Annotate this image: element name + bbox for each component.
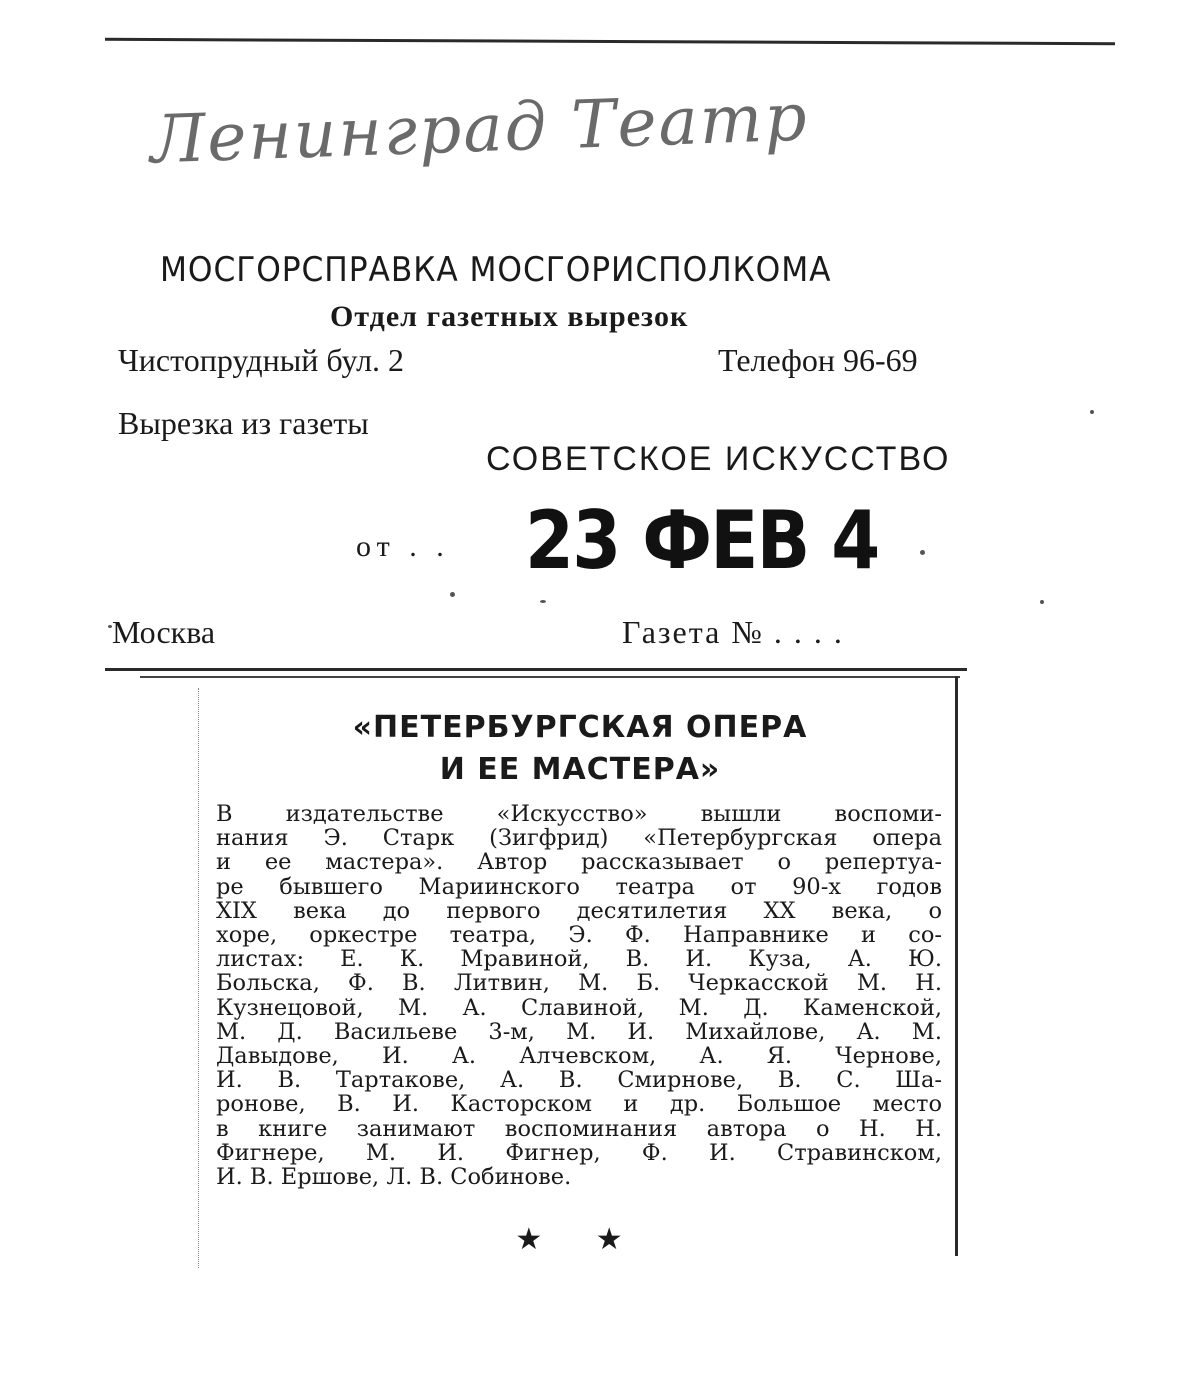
scan-speck (920, 550, 925, 555)
article-headline-line1: «ПЕТЕРБУРГСКАЯ ОПЕРА (352, 710, 808, 745)
top-rule (105, 38, 1115, 45)
article-line: Давыдове, И. А. Алчевском, А. Я. Чернове, (216, 1044, 942, 1069)
scan-speck (450, 592, 455, 597)
article-line: ре бывшего Мариинского театра от 90-х годов (216, 874, 942, 899)
article-line: нания Э. Старк (Зигфрид) «Петербургская опера (216, 826, 942, 851)
article-line: ронове, В. И. Касторском и др. Большое место (216, 1092, 942, 1117)
org-title: МОСГОРСПРАВКА МОСГОРИСПОЛКОМА (160, 250, 832, 290)
article-line: Фигнере, М. И. Фигнер, Ф. И. Стравинском, (216, 1140, 942, 1166)
article-line: В издательстве «Искусство» вышли воспоми- (216, 802, 942, 827)
city: Москва (112, 614, 216, 650)
scan-speck (108, 625, 112, 628)
article-line: Больска, Ф. В. Литвин, М. Б. Черкасской М. Н. (216, 971, 942, 996)
handwritten-note: Ленинград Театр (148, 78, 810, 179)
article-line: М. Д. Васильеве 3-м, М. И. Михайлове, А. М. (216, 1019, 942, 1045)
scan-speck (1040, 600, 1044, 604)
article-line: XIX века до первого десятилетия XX века, о (216, 898, 942, 924)
scan-speck (1090, 410, 1094, 414)
article-body (216, 802, 942, 1189)
phone: Телефон 96-69 (718, 342, 918, 378)
address: Чистопрудный бул. 2 (118, 342, 405, 378)
newspaper-name: СОВЕТСКОЕ ИСКУССТВО (486, 440, 951, 478)
header-bottom-rule-2 (140, 676, 960, 678)
gazette-number-label: Газета № . . . . (622, 614, 844, 650)
divider-stars: ★ ★ (515, 1222, 645, 1257)
article-line: И. В. Тартакове, А. В. Смирнове, В. С. Ша- (216, 1068, 942, 1093)
article-line: И. В. Ершове, Л. В. Собинове. (216, 1165, 572, 1190)
article-headline-line2: И ЕЕ МАСТЕРА» (439, 752, 721, 787)
article-line: Кузнецовой, М. А. Славиной, М. Д. Каменской, (216, 995, 942, 1020)
clipping-from-label: Вырезка из газеты (118, 405, 369, 441)
article-line: и ее мастера». Автор рассказывает о репертуа- (216, 850, 942, 875)
header-bottom-rule (105, 668, 967, 671)
scan-speck (540, 600, 546, 603)
article-line: в книге занимают воспоминания автора о Н. Н. (216, 1116, 942, 1141)
article-line: листах: Е. К. Мравиной, В. И. Куза, А. Ю. (216, 947, 942, 972)
article-line: хоре, оркестре театра, Э. Ф. Направнике и со- (216, 923, 942, 948)
department-label: Отдел газетных вырезок (330, 300, 689, 333)
article (200, 688, 960, 1268)
date-stamp: 23 ФЕВ 4 (525, 494, 879, 587)
date-prefix: от . . (356, 530, 450, 563)
